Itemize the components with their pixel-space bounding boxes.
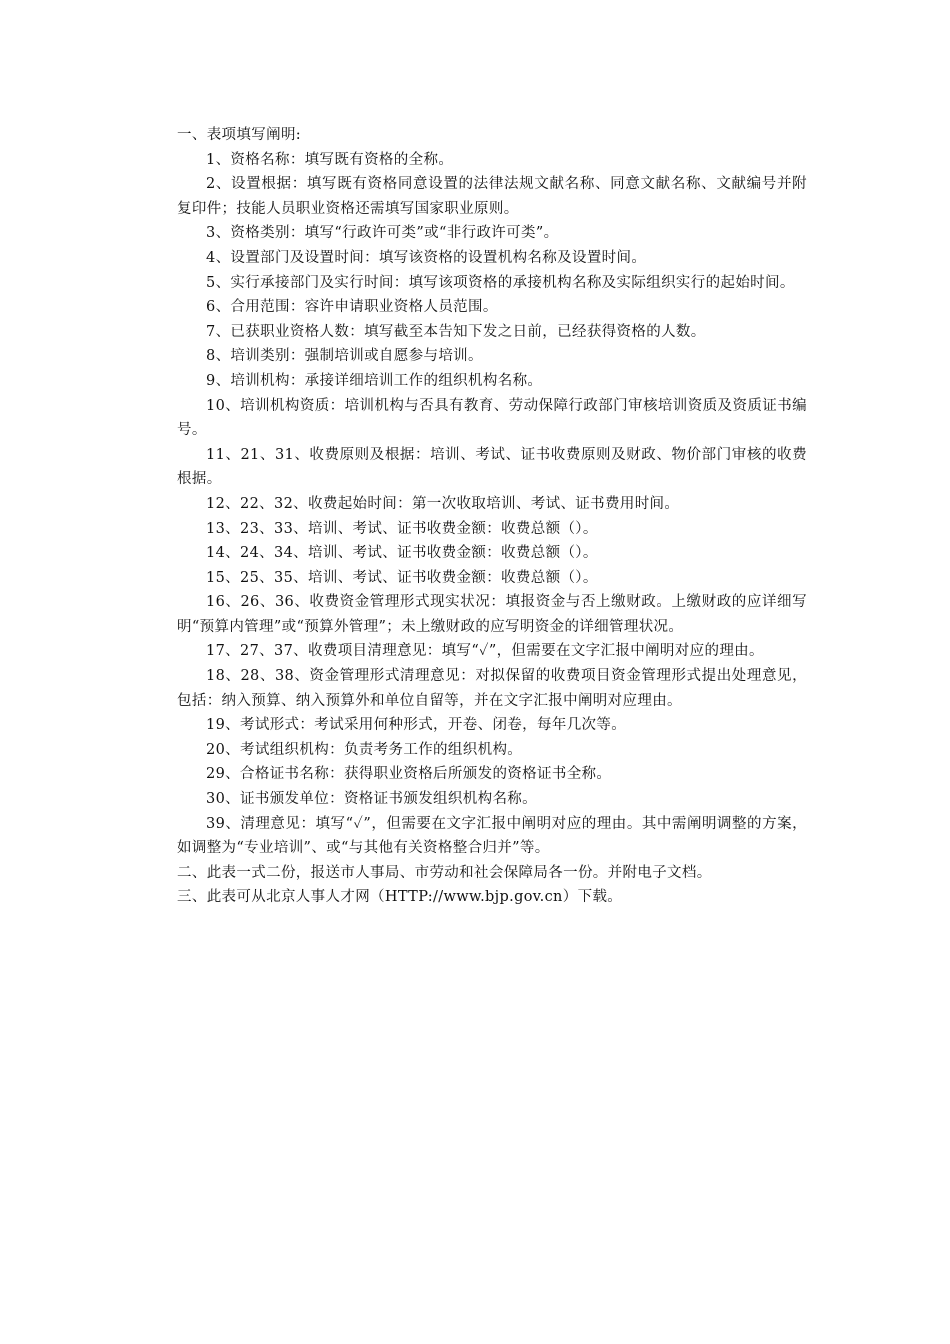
list-item: 4、设置部门及设置时间：填写该资格的设置机构名称及设置时间。: [206, 249, 647, 266]
list-item: 12、22、32、收费起始时间：第一次收取培训、考试、证书费用时间。: [206, 495, 680, 512]
list-item: 39、清理意见：填写“✓”，但需要在文字汇报中阐明对应的理由。其中需阐明调整的方案，如调整为“专业培训”、或“与其他有关资格整合归并”等。: [177, 815, 807, 857]
list-item: 11、21、31、收费原则及根据：培训、考试、证书收费原则及财政、物价部门审核的收费根据。: [177, 446, 807, 488]
list-item: 15、25、35、培训、考试、证书收费金额：收费总额（）。: [206, 569, 598, 586]
list-item: 29、合格证书名称：获得职业资格后所颁发的资格证书全称。: [206, 766, 612, 783]
list-item: 5、实行承接部门及实行时间：填写该项资格的承接机构名称及实际组织实行的起始时间。: [206, 274, 795, 291]
instructions-document: [177, 123, 807, 910]
list-item: 7、已获职业资格人数：填写截至本告知下发之日前，已经获得资格的人数。: [206, 323, 706, 340]
list-item: 13、23、33、培训、考试、证书收费金额：收费总额（）。: [206, 520, 598, 537]
list-item: 8、培训类别：强制培训或自愿参与培训。: [206, 348, 483, 365]
list-item: 6、合用范围：容许申请职业资格人员范围。: [206, 299, 498, 316]
list-item: 1、资格名称：填写既有资格的全称。: [206, 151, 454, 168]
list-item: 14、24、34、培训、考试、证书收费金额：收费总额（）。: [206, 545, 598, 562]
section-heading: 一、表项填写阐明:: [177, 127, 302, 143]
download-note: 三、此表可从北京人事人才网（HTTP://www.bjp.gov.cn）下载。: [177, 889, 623, 906]
list-item: 18、28、38、资金管理形式清理意见：对拟保留的收费项目资金管理形式提出处理意见，包括：纳入预算、纳入预算外和单位自留等，并在文字汇报中阐明对应理由。: [177, 668, 807, 709]
list-item: 10、培训机构资质：培训机构与否具有教育、劳动保障行政部门审核培训资质及资质证书编号。: [177, 397, 807, 439]
list-item: 17、27、37、收费项目清理意见：填写“✓”，但需要在文字汇报中阐明对应的理由。: [206, 643, 764, 660]
list-item: 20、考试组织机构：负责考务工作的组织机构。: [206, 741, 523, 758]
list-item: 9、培训机构：承接详细培训工作的组织机构名称。: [206, 372, 543, 389]
copies-note: 二、此表一式二份，报送市人事局、市劳动和社会保障局各一份。并附电子文档。: [177, 864, 712, 881]
list-item: 19、考试形式：考试采用何种形式，开卷、闭卷，每年几次等。: [206, 717, 627, 734]
list-item: 30、证书颁发单位：资格证书颁发组织机构名称。: [206, 791, 537, 808]
list-item: 16、26、36、收费资金管理形式现实状况：填报资金与否上缴财政。上缴财政的应详细写明“预算内管理”或“预算外管理”；未上缴财政的应写明资金的详细管理状况。: [177, 594, 807, 635]
list-item: 3、资格类别：填写“行政许可类”或“非行政许可类”。: [206, 225, 559, 242]
list-item: 2、设置根据：填写既有资格同意设置的法律法规文献名称、同意文献名称、文献编号并附复印件；技能人员职业资格还需填写国家职业原则。: [177, 176, 807, 217]
